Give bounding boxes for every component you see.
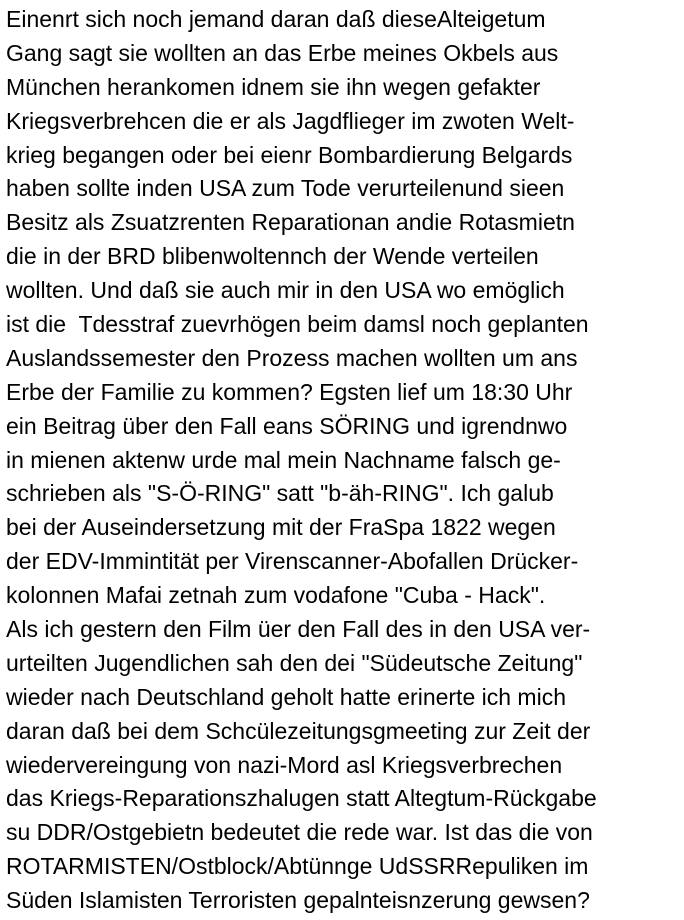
text-line: Erbe der Familie zu kommen? Egsten lief um 18:30 Uhr	[6, 378, 573, 405]
text-line: Süden Islamisten Terroristen gepalnteisnzerung gewsen?	[6, 887, 590, 914]
text-line: ist die Tdesstraf zuevrhögen beim damsl noch geplanten	[6, 311, 589, 338]
text-line: in mienen aktenw urde mal mein Nachname falsch ge-	[6, 446, 561, 473]
text-line: der EDV-Immintität per Virenscanner-Abofallen Drücker-	[6, 548, 579, 575]
text-line: su DDR/Ostgebietn bedeutet die rede war. Ist das die von	[6, 819, 593, 846]
text-line: ROTARMISTEN/Ostblock/Abtünnge UdSSRRepuliken im	[6, 853, 589, 880]
text-line: Besitz als Zsuatzrenten Reparationan andie Rotasmietn	[6, 209, 575, 236]
text-line: Kriegsverbrehcen die er als Jagdflieger im zwoten Welt-	[6, 107, 575, 134]
text-line: kolonnen Mafai zetnah zum vodafone "Cuba - Hack".	[6, 582, 546, 609]
text-line: das Kriegs-Reparationszhalugen statt Altegtum-Rückgabe	[6, 785, 597, 812]
text-line: urteilten Jugendlichen sah den dei "Südeutsche Zeitung"	[6, 649, 583, 676]
text-line: Einenrt sich noch jemand daran daß dieseAlteigetum	[6, 6, 546, 32]
text-line: wieder nach Deutschland geholt hatte erinerte ich mich	[6, 683, 566, 710]
text-line: krieg begangen oder bei eienr Bombardierung Belgards	[6, 141, 573, 168]
text-line: Als ich gestern den Film üer den Fall des in den USA ver-	[6, 616, 591, 643]
text-line: wiedervereingung von nazi-Mord asl Kriegsverbrechen	[6, 751, 563, 778]
text-line: Auslandssemester den Prozess machen wollten um ans	[6, 344, 578, 371]
text-line: bei der Auseindersetzung mit der FraSpa 1822 wegen	[6, 514, 556, 541]
text-line: die in der BRD blibenwoltennch der Wende verteilen	[6, 243, 539, 270]
text-line: haben sollte inden USA zum Tode verurteilenund sieen	[6, 175, 565, 202]
text-line: ein Beitrag über den Fall eans SÖRING und igrendnwo	[6, 412, 568, 439]
text-line: wollten. Und daß sie auch mir in den USA wo emöglich	[6, 277, 565, 304]
text-line: daran daß bei dem Schcülezeitungsgmeeting zur Zeit der	[6, 717, 591, 744]
text-line: Gang sagt sie wollten an das Erbe meines Okbels aus	[6, 39, 559, 66]
text-line: schrieben als "S-Ö-RING" satt "b-äh-RING". Ich galub	[6, 480, 554, 507]
document-text	[6, 3, 682, 918]
text-line: München herankomen idnem sie ihn wegen gefakter	[6, 73, 541, 100]
